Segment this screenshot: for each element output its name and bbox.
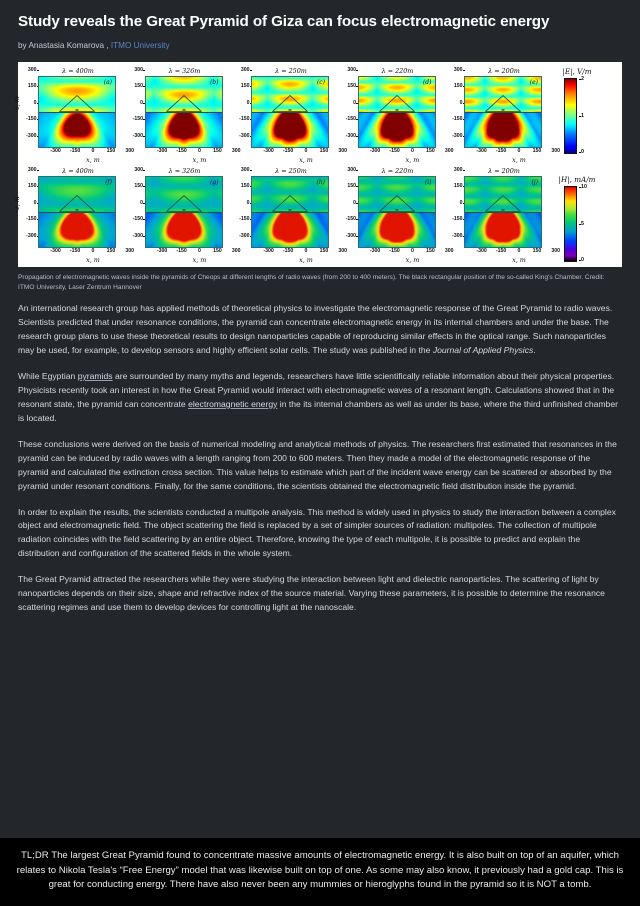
ground-line	[39, 112, 115, 113]
x-tick: -300	[263, 248, 274, 255]
panel-letter: (b)	[209, 78, 219, 86]
paragraph-2-text-b: are surrounded by many myths and legends, researchers have little scientifically reliable information about their physical properties. Physicists recently took an interest in how the Great Pyramid would interact with electromagnetic waves of a resonant length. Calculations showed that in the resonant state, the pyramid can concentrate	[18, 371, 615, 409]
x-axis-label: x, m	[192, 155, 207, 164]
y-tick: -150	[345, 216, 356, 223]
panel-title: λ = 326m	[168, 66, 201, 75]
y-tick: -150	[239, 216, 250, 223]
panel-letter: (j)	[531, 178, 538, 186]
x-tick: 0	[517, 148, 521, 155]
y-tick: -150	[132, 116, 143, 123]
y-tick: 300	[347, 66, 356, 73]
panel-title: λ = 200m	[488, 66, 520, 75]
y-tick: 150	[240, 83, 250, 90]
x-tick: 0	[517, 248, 521, 255]
y-tick: 300	[453, 66, 463, 73]
kings-chamber-marker	[182, 109, 185, 111]
panel-a	[13, 66, 134, 164]
y-tick: -150	[26, 216, 37, 223]
y-axis-label: z, m	[13, 95, 21, 110]
y-tick: -150	[452, 116, 463, 123]
paragraph-2	[18, 370, 622, 426]
y-tick: 150	[27, 83, 37, 90]
y-tick: -300	[452, 132, 463, 139]
y-tick: -300	[26, 232, 37, 239]
x-tick: 0	[411, 148, 414, 155]
y-axis-ticks	[235, 67, 251, 139]
panel-title: λ = 250m	[275, 66, 307, 75]
x-tick: 150	[426, 248, 435, 255]
heatmap-plot	[145, 76, 223, 148]
x-tick: 300	[231, 248, 241, 255]
y-axis-ticks	[448, 67, 464, 139]
kings-chamber-marker	[76, 209, 79, 211]
colorbar-column	[544, 67, 618, 262]
y-tick: -150	[239, 116, 250, 123]
panel-f	[13, 166, 134, 264]
x-axis-ticks	[50, 148, 134, 156]
y-tick: 300	[27, 66, 37, 73]
y-tick: 0	[353, 199, 356, 206]
x-tick: 150	[213, 248, 222, 255]
x-axis-label: x, m	[512, 255, 526, 264]
panel-title: λ = 400m	[62, 66, 94, 75]
y-tick: -300	[132, 232, 143, 239]
y-tick: 0	[33, 199, 37, 206]
kings-chamber-marker	[289, 209, 292, 211]
ground-line	[465, 112, 541, 113]
y-tick: 0	[246, 99, 250, 106]
panel-i	[342, 166, 454, 264]
heatmap-plot	[38, 176, 116, 248]
x-tick: 150	[319, 148, 329, 155]
panel-letter: (h)	[316, 178, 325, 186]
x-axis-label: x, m	[86, 155, 100, 164]
colorbar-tick: 10	[581, 184, 587, 191]
x-axis-label: x, m	[86, 255, 100, 264]
y-tick: -150	[26, 116, 37, 123]
byline-author: by Anastasia Komarova ,	[18, 41, 109, 50]
panel-row-E	[13, 66, 560, 164]
x-axis-ticks	[369, 148, 454, 156]
x-tick: 0	[198, 148, 201, 155]
panel-grid	[13, 66, 560, 264]
ground-line	[252, 112, 328, 113]
article-body	[0, 292, 640, 838]
pyramids-link[interactable]: pyramids	[77, 371, 113, 382]
colorbar-tick: 1	[581, 112, 584, 119]
y-tick: 150	[453, 83, 463, 90]
y-axis-ticks	[235, 167, 251, 239]
y-tick: -300	[452, 232, 463, 239]
y-tick: 300	[240, 166, 250, 173]
x-tick: 0	[91, 148, 95, 155]
panel-title: λ = 200m	[488, 166, 520, 175]
x-axis-ticks	[50, 248, 134, 256]
x-axis-ticks	[156, 148, 241, 156]
y-tick: 150	[134, 83, 143, 90]
y-axis-ticks	[22, 167, 38, 239]
y-tick: -150	[345, 116, 356, 123]
y-tick: 0	[140, 199, 143, 206]
figure	[13, 62, 622, 267]
heatmap-plot	[464, 76, 542, 148]
y-tick: 0	[459, 99, 463, 106]
x-tick: -150	[69, 248, 81, 255]
x-tick: 0	[304, 248, 308, 255]
panel-letter: (d)	[422, 78, 432, 86]
page-title: Study reveals the Great Pyramid of Giza can focus electromagnetic energy	[18, 13, 550, 30]
panel-row-H	[13, 166, 560, 264]
panel-title: λ = 220m	[381, 166, 414, 175]
kings-chamber-marker	[395, 109, 398, 111]
x-tick: -150	[282, 248, 294, 255]
y-tick: -300	[345, 132, 356, 139]
x-tick: 300	[125, 148, 134, 155]
kings-chamber-marker	[502, 109, 505, 111]
ground-line	[252, 212, 328, 213]
x-axis-label: x, m	[512, 155, 526, 164]
heatmap-plot	[145, 176, 223, 248]
panel-title: λ = 220m	[381, 66, 414, 75]
y-tick: 300	[134, 166, 143, 173]
y-tick: 0	[33, 99, 37, 106]
x-tick: -150	[176, 148, 187, 155]
heatmap-plot	[251, 76, 329, 148]
panel-c	[235, 66, 347, 164]
y-axis-ticks	[342, 167, 358, 239]
heatmap-plot	[38, 76, 116, 148]
x-tick: 0	[198, 248, 201, 255]
colorbar-E	[548, 67, 618, 154]
colorbar-body	[564, 78, 618, 154]
colorbar-title: |H|, mA/m	[558, 174, 596, 184]
x-tick: -300	[156, 148, 168, 155]
x-tick: -300	[369, 248, 381, 255]
y-tick: 0	[246, 199, 250, 206]
x-tick: 300	[125, 248, 134, 255]
x-tick: -150	[176, 248, 187, 255]
panel-letter: (f)	[105, 178, 112, 186]
colorbar-tick: 0	[581, 257, 584, 264]
y-tick: 150	[27, 183, 37, 190]
x-tick: -300	[50, 248, 61, 255]
panel-letter: (a)	[103, 78, 112, 86]
y-tick: 150	[134, 183, 143, 190]
panel-letter: (c)	[316, 78, 325, 86]
panel-letter: (g)	[209, 178, 219, 186]
y-tick: 150	[240, 183, 250, 190]
x-tick: -150	[282, 148, 294, 155]
x-axis-ticks	[263, 248, 347, 256]
panel-letter: (e)	[529, 78, 538, 86]
x-tick: -300	[476, 148, 487, 155]
panel-h	[235, 166, 347, 264]
x-tick: 150	[426, 148, 435, 155]
figure-caption: Propagation of electromagnetic waves inside the pyramids of Cheops at different lengths of radio waves (from 200 to 400 meters). The black rectangular position of the so-called King's Chamber. Credit: ITMO University, Laser Zentrum Hannover	[18, 273, 605, 291]
x-tick: -300	[369, 148, 381, 155]
x-axis-label: x, m	[405, 255, 420, 264]
y-axis-ticks	[129, 67, 145, 139]
x-tick: 300	[338, 248, 347, 255]
x-tick: -300	[476, 248, 487, 255]
ground-line	[39, 212, 115, 213]
x-axis-label: x, m	[405, 155, 420, 164]
panel-e	[448, 66, 560, 164]
kings-chamber-marker	[182, 209, 185, 211]
byline-organization-link[interactable]: ITMO University	[110, 41, 170, 50]
figure-inner	[13, 66, 618, 264]
colorbar-ticks	[579, 186, 609, 262]
y-tick: 300	[453, 166, 463, 173]
x-axis-label: x, m	[299, 255, 313, 264]
x-axis-ticks	[476, 148, 560, 156]
x-axis-ticks	[476, 248, 560, 256]
x-tick: 300	[231, 148, 241, 155]
panel-g	[129, 166, 241, 264]
x-tick: -150	[495, 148, 507, 155]
colorbar-tick: 0	[581, 149, 584, 156]
panel-title: λ = 326m	[168, 166, 201, 175]
y-tick: 150	[453, 183, 463, 190]
x-tick: 0	[91, 248, 95, 255]
panel-title: λ = 250m	[275, 166, 307, 175]
x-tick: -300	[263, 148, 274, 155]
x-tick: -300	[50, 148, 61, 155]
y-axis-ticks	[129, 167, 145, 239]
colorbar-gradient	[564, 186, 577, 262]
kings-chamber-marker	[76, 109, 79, 111]
x-tick: 0	[411, 248, 414, 255]
paragraph-1	[18, 302, 622, 358]
x-tick: 300	[444, 248, 454, 255]
x-tick: 150	[532, 148, 542, 155]
y-tick: -300	[26, 132, 37, 139]
colorbar-tick: 2	[581, 76, 584, 83]
y-tick: 300	[240, 66, 250, 73]
journal-name: Journal of Applied Physics	[432, 345, 534, 356]
x-tick: 150	[106, 248, 116, 255]
y-tick: 0	[140, 99, 143, 106]
ground-line	[359, 212, 435, 213]
colorbar-ticks	[579, 78, 609, 154]
x-axis-ticks	[369, 248, 454, 256]
colorbar-tick: 5	[581, 220, 584, 227]
y-tick: 300	[134, 66, 143, 73]
x-tick: -300	[156, 248, 168, 255]
colorbar-H	[548, 175, 618, 262]
paragraph-3: These conclusions were derived on the basis of numerical modeling and analytical methods of physics. The researchers first estimated that resonances in the pyramid can be induced by radio waves with a length ranging from 200 to 600 meters. Then they made a model of the electromagnetic response of the pyramid and calculated the extinction cross section. This value helps to estimate which part of the incident wave energy can be scattered or absorbed by the pyramid under resonant conditions. Finally, for the same conditions, the scientists obtained the electromagnetic field distribution inside the pyramid.	[18, 438, 617, 491]
heatmap-plot	[251, 176, 329, 248]
kings-chamber-marker	[289, 109, 292, 111]
paragraph-4: In order to explain the results, the scientists conducted a multipole analysis. This method is widely used in physics to study the interaction between a complex object and electromagnetic field. The object scattering the field is replaced by a set of simpler sources of radiation: multipoles. The collection of multipole radiation coincides with the field scattering by an entire object. Therefore, knowing the type of each multipole, it is possible to predict and explain the distribution and configuration of the scattered fields in the whole system.	[18, 506, 616, 559]
y-tick: -300	[345, 232, 356, 239]
y-axis-ticks	[342, 67, 358, 139]
y-tick: -300	[239, 132, 250, 139]
y-tick: 0	[459, 199, 463, 206]
tldr-banner: TL;DR The largest Great Pyramid found to concentrate massive amounts of electromagnetic energy. It is also built on top of an aquifer, which relates to Nikola Tesla's “Free Energy” model that was likewise built on top of one. As some may also know, it previously had a gold cap. This is great for conducting energy. There have also never been any mummies or hieroglyphs found in the pyramid so it is NOT a tomb.	[0, 838, 640, 906]
heatmap-plot	[464, 176, 542, 248]
x-tick: -150	[495, 248, 507, 255]
panel-j	[448, 166, 560, 264]
y-tick: 150	[347, 83, 356, 90]
x-tick: 150	[213, 148, 222, 155]
kings-chamber-marker	[395, 209, 398, 211]
x-tick: -150	[69, 148, 81, 155]
heatmap-plot	[358, 176, 436, 248]
x-axis-label: x, m	[299, 155, 313, 164]
x-tick: 150	[532, 248, 542, 255]
x-tick: 300	[551, 248, 560, 255]
colorbar-title: |E|, V/m	[562, 66, 592, 76]
kings-chamber-marker	[502, 209, 505, 211]
y-axis-ticks	[22, 67, 38, 139]
byline	[18, 41, 622, 52]
x-tick: -150	[389, 148, 400, 155]
x-tick: 300	[551, 148, 560, 155]
ground-line	[146, 212, 222, 213]
y-tick: -300	[132, 132, 143, 139]
y-axis-label: z, m	[13, 195, 21, 210]
panel-b	[129, 66, 241, 164]
x-tick: 300	[338, 148, 347, 155]
y-tick: 0	[353, 99, 356, 106]
ground-line	[359, 112, 435, 113]
x-tick: 150	[319, 248, 329, 255]
paragraph-1-tail: .	[533, 345, 536, 356]
y-tick: 150	[347, 183, 356, 190]
panel-title: λ = 400m	[62, 166, 94, 175]
paragraph-5: The Great Pyramid attracted the researchers while they were studying the interaction between light and dielectric nanoparticles. The scattering of light by nanoparticles depends on their size, shape and refractive index of the source material. Varying these parameters, it is possible to determine the resonance scattering regimes and use them to develop devices for controlling light at the nanoscale.	[18, 574, 605, 613]
x-tick: 150	[106, 148, 116, 155]
paragraph-1-text: An international research group has applied methods of theoretical physics to investigate the electromagnetic response of the Great Pyramid to radio waves. Scientists predicted that under resonance conditions, the pyramid can concentrate electromagnetic energy in its internal chambers and under the base. The research group plans to use these theoretical results to design nanoparticles capable of reproducing similar effects in the optical range. Such nanoparticles may be used, for example, to develop sensors and highly efficient solar cells. The study was published in the	[18, 303, 613, 356]
paragraph-2-text-a: While Egyptian	[18, 371, 78, 382]
x-axis-ticks	[263, 148, 347, 156]
panel-d	[342, 66, 454, 164]
ground-line	[146, 112, 222, 113]
heatmap-plot	[358, 76, 436, 148]
electromagnetic-energy-link[interactable]: electromagnetic energy	[188, 398, 278, 409]
y-tick: -150	[132, 216, 143, 223]
ground-line	[465, 212, 541, 213]
colorbar-gradient	[564, 78, 577, 154]
colorbar-body	[564, 186, 618, 262]
y-tick: 300	[27, 166, 37, 173]
paragraph-2-text-c: in the its internal chambers as well as under its base, where the third unfinished chamber is located.	[18, 398, 618, 423]
y-axis-ticks	[448, 167, 464, 239]
panel-letter: (i)	[424, 178, 432, 186]
y-tick: -150	[452, 216, 463, 223]
y-tick: -300	[239, 232, 250, 239]
x-axis-label: x, m	[192, 255, 207, 264]
x-axis-ticks	[156, 248, 241, 256]
x-tick: 300	[444, 148, 454, 155]
y-tick: 300	[347, 166, 356, 173]
x-tick: 0	[304, 148, 308, 155]
article-header	[0, 0, 640, 62]
x-tick: -150	[389, 248, 400, 255]
